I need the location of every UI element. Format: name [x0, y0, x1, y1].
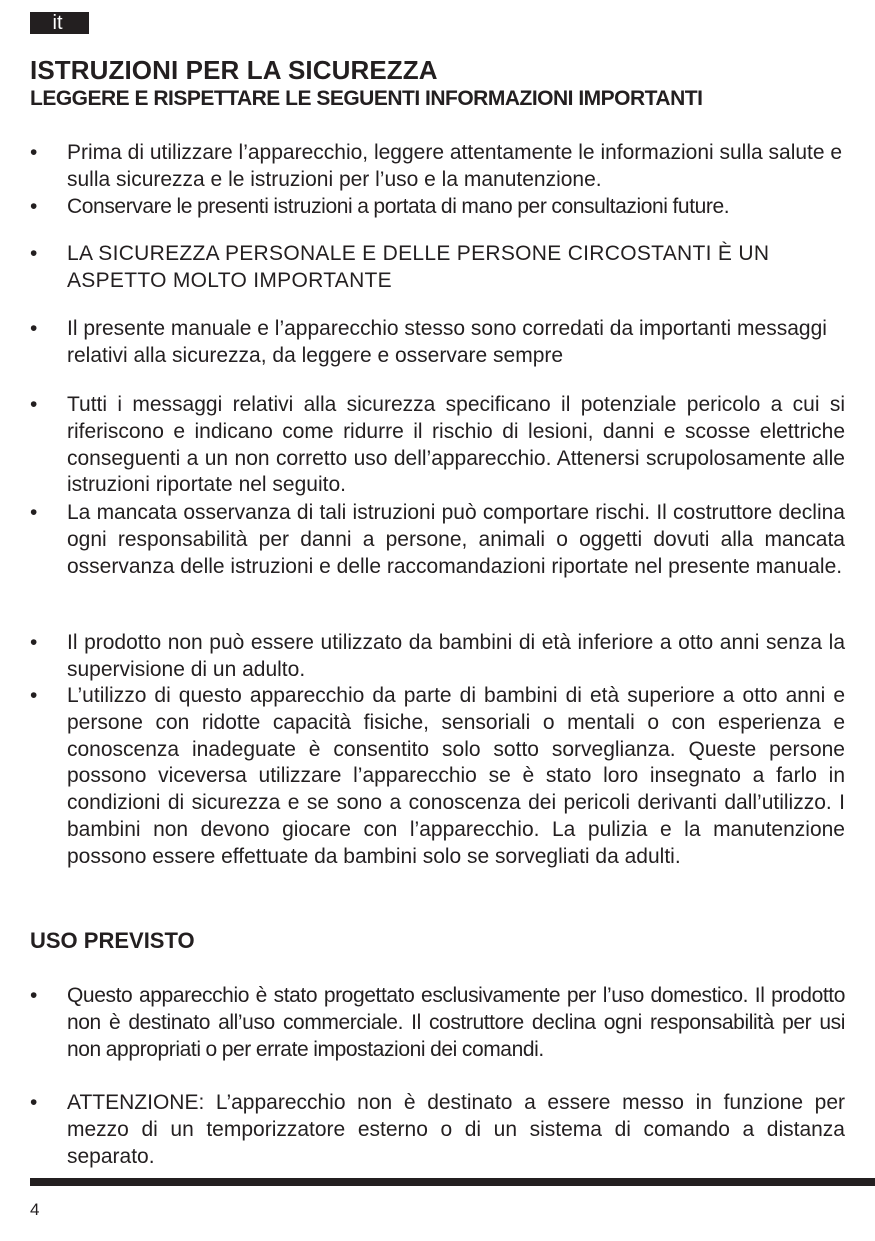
bullet-icon: • [30, 1091, 38, 1114]
bullet-text: ATTENZIONE: L’apparecchio non è destinato a essere messo in funzione per mezzo di un temporizzatore esterno o di un sistema di comando a distanza separato. [67, 1091, 845, 1168]
section-title-intended-use: USO PREVISTO [30, 928, 195, 953]
safety-bullet-8 [30, 683, 845, 871]
bullet-text: Tutti i messaggi relativi alla sicurezza specificano il potenziale pericolo a cui si riferiscono e indicano come ridurre il rischio di lesioni, danni e scosse elettriche conseguenti a un non corretto uso dell’apparecchio. Attenersi scrupolosamente alle istruzioni riportate nel seguito. [67, 393, 845, 497]
bullet-icon: • [30, 317, 38, 340]
safety-bullet-1 [30, 140, 845, 194]
page-title: ISTRUZIONI PER LA SICUREZZA [30, 55, 438, 85]
safety-bullet-4 [30, 316, 845, 370]
bullet-icon: • [30, 393, 38, 416]
page-subtitle: LEGGERE E RISPETTARE LE SEGUENTI INFORMAZIONI IMPORTANTI [30, 87, 703, 110]
bullet-icon: • [30, 631, 38, 654]
bullet-icon: • [30, 501, 38, 524]
page-number: 4 [30, 1200, 40, 1219]
bullet-text: La mancata osservanza di tali istruzioni può comportare rischi. Il costruttore declina ogni responsabilità per danni a persone, animali o oggetti dovuti alla mancata osservanza delle istruzioni e delle raccomandazioni riportate nel presente manuale. [67, 501, 845, 578]
safety-bullet-7 [30, 630, 845, 684]
safety-bullet-2 [30, 194, 845, 221]
bullet-icon: • [30, 984, 38, 1007]
footer-rule [30, 1178, 875, 1186]
bullet-text: L’utilizzo di questo apparecchio da parte di bambini di età superiore a otto anni e persone con ridotte capacità fisiche, sensoriali o mentali o con esperienza e conoscenza inadeguate è consentito solo sotto sorveglianza. Queste persone possono viceversa utilizzare l’apparecchio se è stato loro insegnato a farlo in condizioni di sicurezza e se sono a conoscenza dei pericoli derivanti dall’utilizzo. I bambini non devono giocare con l’apparecchio. La pulizia e la manutenzione possono essere effettuate da bambini solo se sorvegliati da adulti. [67, 684, 845, 868]
safety-bullet-3 [30, 241, 845, 295]
intended-use-bullet-1 [30, 983, 845, 1063]
bullet-text: Il presente manuale e l’apparecchio stesso sono corredati da importanti messaggi relativi alla sicurezza, da leggere e osservare sempre [67, 317, 827, 367]
bullet-text: Prima di utilizzare l’apparecchio, leggere attentamente le informazioni sulla salute e sulla sicurezza e le istruzioni per l’uso e la manutenzione. [67, 141, 843, 191]
bullet-text: Il prodotto non può essere utilizzato da bambini di età inferiore a otto anni senza la supervisione di un adulto. [67, 631, 845, 681]
bullet-text: Conservare le presenti istruzioni a portata di mano per consultazioni future. [67, 195, 730, 218]
bullet-icon: • [30, 684, 38, 707]
safety-bullet-6 [30, 500, 845, 580]
intended-use-bullet-2 [30, 1090, 845, 1170]
bullet-text: LA SICUREZZA PERSONALE E DELLE PERSONE CIRCOSTANTI È UN ASPETTO MOLTO IMPORTANTE [67, 242, 770, 292]
bullet-icon: • [30, 141, 38, 164]
bullet-text: Questo apparecchio è stato progettato esclusivamente per l’uso domestico. Il prodotto non è destinato all’uso commerciale. Il costruttore declina ogni responsabilità per usi non appropriati o per errate impostazioni dei comandi. [67, 984, 845, 1061]
language-tab: it [30, 12, 89, 34]
bullet-icon: • [30, 195, 38, 218]
bullet-icon: • [30, 242, 38, 265]
safety-bullet-5 [30, 392, 845, 499]
